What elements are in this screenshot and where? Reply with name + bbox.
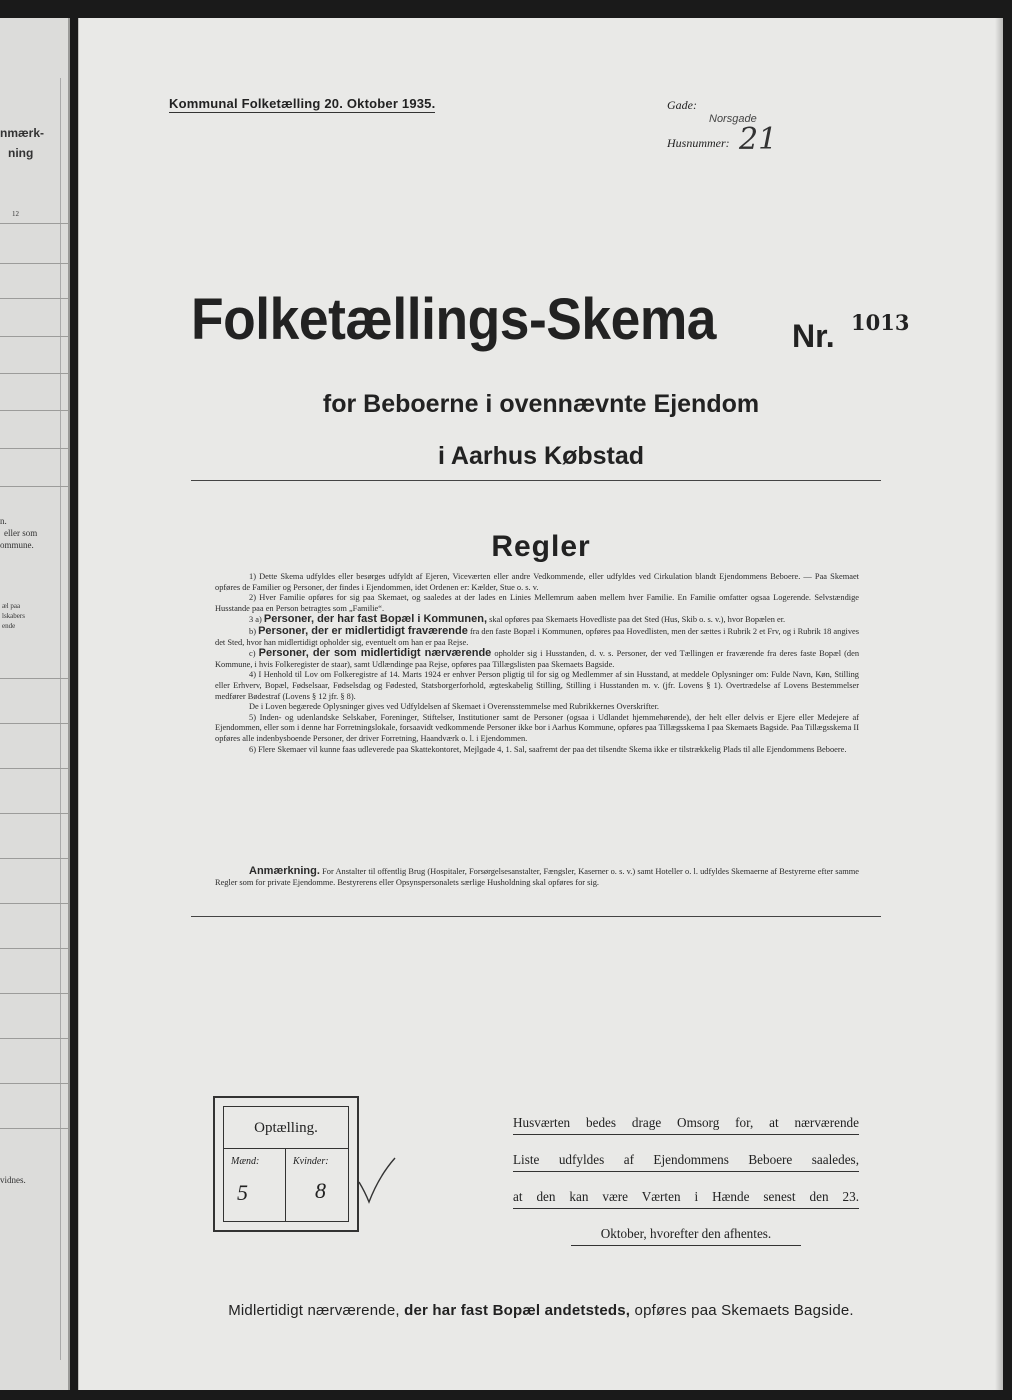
left-rule xyxy=(0,993,68,994)
footer-part: opføres paa Skemaets Bagside. xyxy=(634,1302,854,1319)
page-edge-shadow xyxy=(995,18,1003,1390)
house-number-label: Husnummer: xyxy=(667,136,730,150)
left-rule xyxy=(0,768,68,769)
landlord-notice xyxy=(513,1112,859,1260)
left-rule xyxy=(0,723,68,724)
left-rule xyxy=(0,298,68,299)
rule-3a-text: skal opføres paa Skemaets Hovedliste paa det Sted (Hus, Skib o. s. v.), hvor Bopælen er. xyxy=(489,615,786,625)
men-count: 5 xyxy=(237,1180,248,1205)
rule-1: 1) Dette Skema udfyldes eller besørges udfyldt af Ejeren, Viceværten eller andre Vedkommende, eller udfyldes ved Cirkulation blandt Ejendommens Beboere. — Paa Skemaet opføres de Familier og Personer, der findes i Ejendommen, idet Ordenen er: Kælder, Stue o. s. v. xyxy=(215,572,859,592)
remark-text: For Anstalter til offentlig Brug (Hospitaler, Forsørgelsesanstalter, Fængsler, Kaserner o. s. v.) samt Hoteller o. l. udfyldes Skemaerne af Bestyrerne efter samme Regler som for private Ejendomme. Bestyrerens eller Opsynspersonalets særlige Husholdning skal opføres for sig. xyxy=(215,867,859,887)
men-label: Mænd: xyxy=(231,1156,260,1167)
rule-3b-text: fra den faste Bopæl i Kommunen, opføres paa Hovedlisten, men der sættes i Rubrik 2 et Frv, og i Rubrik 18 angives det Sted, hvor han midlertidigt opholder sig, eventuelt om han er paa Rejse. xyxy=(215,626,860,647)
rule-3a-number: 3 a) xyxy=(249,615,262,625)
count-divider xyxy=(223,1148,349,1149)
rule-3b-number: b) xyxy=(249,626,256,636)
footer-emphasis: der har fast Bopæl andetsteds, xyxy=(404,1302,631,1319)
left-fragment-text: ning xyxy=(8,146,34,160)
count-box xyxy=(213,1096,359,1232)
left-rule xyxy=(0,1128,68,1129)
divider xyxy=(191,916,881,917)
form-subtitle: for Beboerne i ovennævnte Ejendom xyxy=(322,390,760,418)
left-rule xyxy=(0,223,68,224)
left-rule xyxy=(0,813,68,814)
divider xyxy=(191,480,881,481)
rules-text xyxy=(215,572,859,755)
form-title: Folketællings-Skema xyxy=(191,287,717,352)
rule-2: 2) Hver Familie opføres for sig paa Skemaet, og saaledes at der lades en Linies Mellemrum aaben mellem hver Familie. En Familie omfatter ogsaa Logerende. Selvstændige Husstande paa en Person betragtes som „Familie“. xyxy=(215,593,859,613)
rule-6: 6) Flere Skemaer vil kunne faas udleverede paa Skattekontoret, Mejlgade 4, 1. Sal, saafremt der paa det tilsendte Skema ikke er tilstrækkelig Plads til alle Ejendommens Beboere. xyxy=(249,744,847,754)
left-fragment-text: æl paa xyxy=(2,602,21,610)
women-count: 8 xyxy=(315,1178,326,1203)
rules-heading: Regler xyxy=(491,530,591,563)
form-number-label: Nr. xyxy=(792,318,835,354)
left-fragment-text: lskabers xyxy=(2,612,25,620)
rule-3c-number: c) xyxy=(249,649,256,659)
left-fragment-text: vidnes. xyxy=(0,1175,26,1185)
count-title: Optælling. xyxy=(254,1120,318,1136)
left-rule xyxy=(0,486,68,487)
left-fragment-text: ommune. xyxy=(0,540,34,550)
left-fragment-text: eller som xyxy=(4,528,38,538)
count-column-divider xyxy=(285,1148,286,1222)
rule-3a-heading: Personer, der har fast Bopæl i Kommunen, xyxy=(263,613,487,626)
form-location: i Aarhus Købstad xyxy=(437,442,645,470)
rule-5: 5) Inden- og udenlandske Selskaber, Foreninger, Stiftelser, Institutioner samt de Personer (ogsaa i Udlandet hjemmehørende), der helt eller delvis er Ejere eller Medejere af Ejendommen, eller som i denne har Forretningslokale, forsaavidt vedkommende Personer ikke bor i Aarhus Kommune, opføres paa Tillægsskema I paa Skemaets Bagside. Paa Tillægsskema II opføres alle indenbysboende Personer, der driver Forretning, Haandværk o. l. i Ejendommen. xyxy=(215,712,859,743)
left-rule xyxy=(0,948,68,949)
remark-block xyxy=(215,866,859,888)
landlord-notice-line: Liste udfyldes af Ejendommens Beboere saaledes, xyxy=(513,1149,859,1172)
left-rule xyxy=(0,1038,68,1039)
rule-3c-text: opholder sig i Husstanden, d. v. s. Personer, der ved Tællingen er fraværende fra deres faste Bopæl (den Kommune, i hvis Folkeregister de staar), samt Udlændinge paa Rejse, opføres paa Tillægslisten paa Skemaets Bagside. xyxy=(215,649,860,669)
rule-3c xyxy=(215,648,859,670)
left-fragment-text: 12 xyxy=(12,210,19,218)
left-rule xyxy=(0,1083,68,1084)
left-rule xyxy=(0,373,68,374)
rule-3b xyxy=(215,626,859,648)
left-rule xyxy=(0,410,68,411)
left-fragment-text: ende xyxy=(2,622,16,630)
form-number-value: 1013 xyxy=(851,310,910,335)
left-page-fragment xyxy=(0,18,70,1390)
column-rule xyxy=(60,78,61,1360)
rule-4: 4) I Henhold til Lov om Folkeregistre af 14. Marts 1924 er enhver Person pligtig til for sig og Medlemmer af sin Husstand, at meddele Oplysninger om: Fulde Navn, Køn, Stilling eller Erhverv, Bopæl, Fødselsaar, Fødselsdag og Fødested, Statsborgerforhold, ægteskabelig Stilling, Stilling i Husstanden m. v. (jfr. Lovens § 1). Overtrædelse af Lovens Bestemmelser medfører Bødestraf (Lovens § 12 jfr. § 8). xyxy=(215,670,859,701)
women-label: Kvinder: xyxy=(293,1156,329,1167)
landlord-notice-line: Husværten bedes drage Omsorg for, at nærværende xyxy=(513,1112,859,1135)
census-header: Kommunal Folketælling 20. Oktober 1935. xyxy=(169,96,436,111)
left-rule xyxy=(0,448,68,449)
left-rule xyxy=(0,678,68,679)
census-form-page xyxy=(78,18,1003,1390)
footer-note xyxy=(79,1302,1003,1319)
checkmark-icon xyxy=(357,1156,397,1206)
landlord-notice-line: at den kan være Værten i Hænde senest den 23. xyxy=(513,1186,859,1209)
left-rule xyxy=(0,336,68,337)
house-number-value: 21 xyxy=(739,122,778,157)
landlord-notice-line: Oktober, hvorefter den afhentes. xyxy=(571,1223,801,1246)
footer-part: Midlertidigt nærværende, xyxy=(228,1302,400,1319)
remark xyxy=(215,866,859,888)
left-rule xyxy=(0,858,68,859)
rule-4b: De i Loven begærede Oplysninger gives ved Udfyldelsen af Skemaet i Overensstemmelse med Rubrikkernes Overskrifter. xyxy=(249,702,660,712)
rule-3b-heading: Personer, der er midlertidigt fraværende xyxy=(258,624,468,637)
left-fragment-text: n. xyxy=(0,516,7,526)
left-fragment-text: nmærk- xyxy=(0,126,45,140)
rule-3c-heading: Personer, der som midlertidigt nærværende xyxy=(258,647,492,660)
left-rule xyxy=(0,903,68,904)
left-rule xyxy=(0,263,68,264)
street-value: Norsgade xyxy=(709,113,757,125)
remark-label: Anmærkning. xyxy=(249,865,320,877)
street-label: Gade: xyxy=(667,98,697,112)
